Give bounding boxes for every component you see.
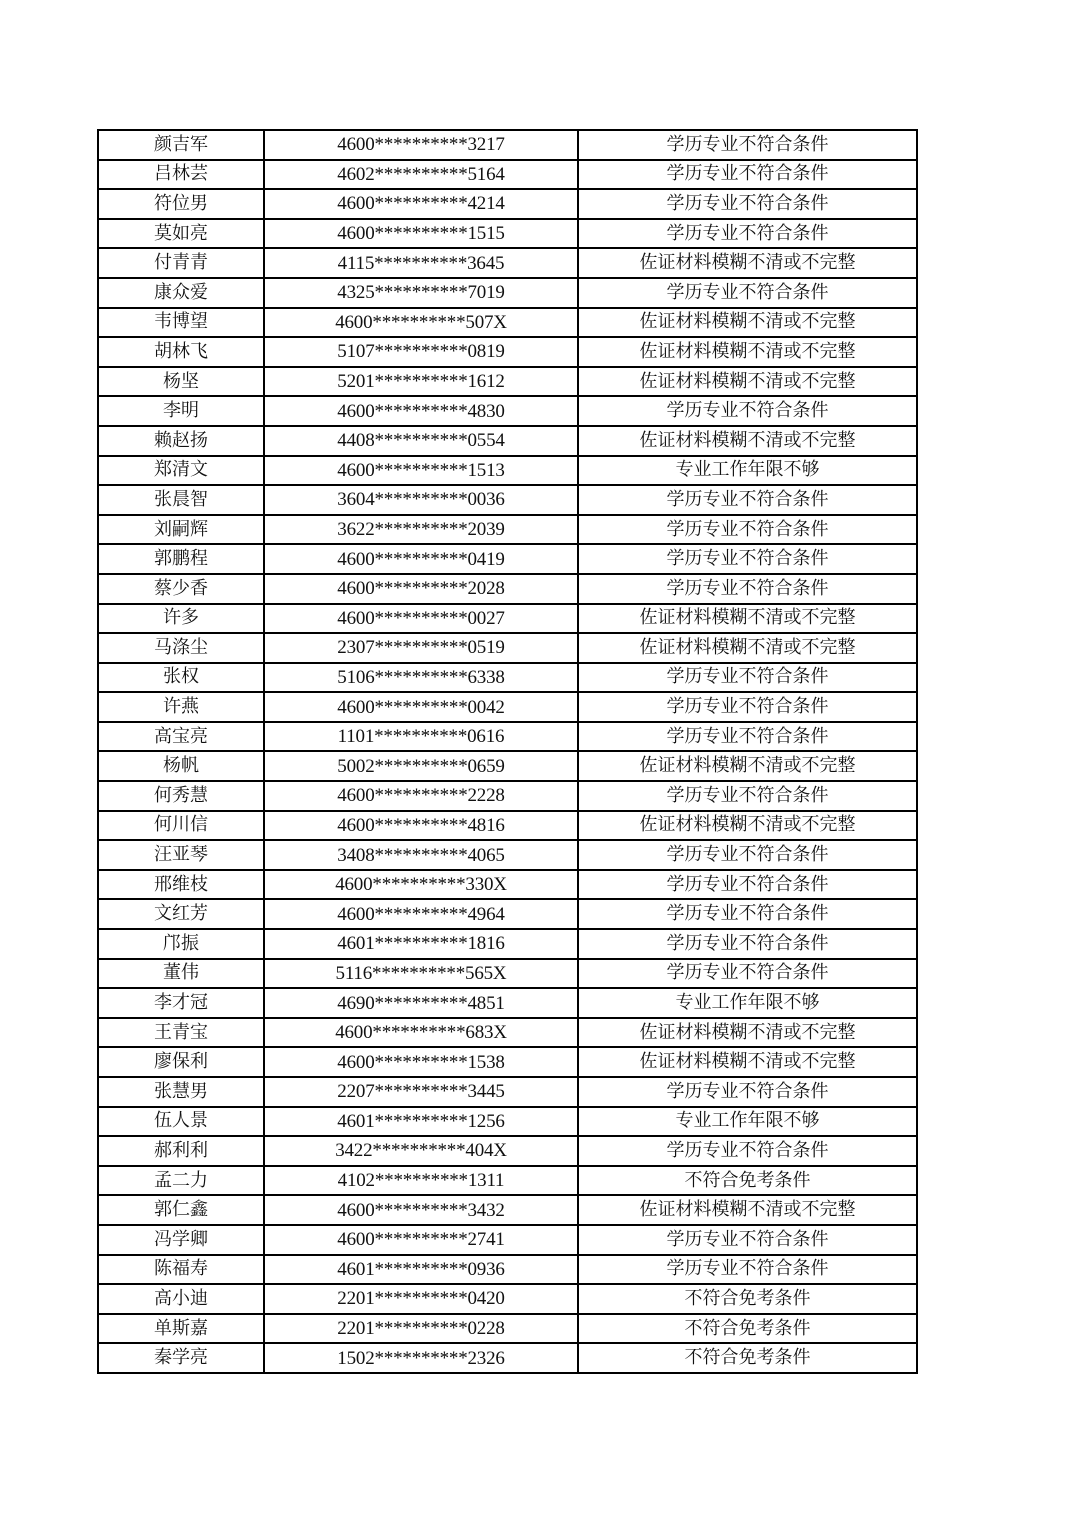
id-number-cell: 4600**********4964 — [264, 899, 578, 929]
id-number-cell: 3408**********4065 — [264, 840, 578, 870]
applicant-name-cell: 李明 — [98, 396, 264, 426]
rejection-reason-cell: 学历专业不符合条件 — [578, 1077, 917, 1107]
rejection-reason-cell: 不符合免考条件 — [578, 1343, 917, 1373]
table-row — [98, 456, 917, 486]
table-row — [98, 426, 917, 456]
rejection-reason-cell: 学历专业不符合条件 — [578, 396, 917, 426]
table-row — [98, 160, 917, 190]
table-row — [98, 367, 917, 397]
applicant-name-cell: 赖赵扬 — [98, 426, 264, 456]
applicant-name-cell: 符位男 — [98, 189, 264, 219]
applicant-name-cell: 韦博望 — [98, 308, 264, 338]
rejection-reason-cell: 佐证材料模糊不清或不完整 — [578, 337, 917, 367]
rejection-reason-cell: 学历专业不符合条件 — [578, 692, 917, 722]
applicant-name-cell: 郭鹏程 — [98, 544, 264, 574]
id-number-cell: 4408**********0554 — [264, 426, 578, 456]
id-number-cell: 4690**********4851 — [264, 988, 578, 1018]
rejection-reason-cell: 佐证材料模糊不清或不完整 — [578, 604, 917, 634]
table-row — [98, 1136, 917, 1166]
applicant-name-cell: 刘嗣辉 — [98, 515, 264, 545]
table-row — [98, 1047, 917, 1077]
table-row — [98, 722, 917, 752]
id-number-cell: 1502**********2326 — [264, 1343, 578, 1373]
table-row — [98, 515, 917, 545]
rejection-reason-cell: 佐证材料模糊不清或不完整 — [578, 1047, 917, 1077]
id-number-cell: 4602**********5164 — [264, 160, 578, 190]
table-row — [98, 248, 917, 278]
applicant-table-body — [98, 130, 917, 1373]
rejection-reason-cell: 学历专业不符合条件 — [578, 278, 917, 308]
applicant-name-cell: 孟二力 — [98, 1166, 264, 1196]
id-number-cell: 4600**********0042 — [264, 692, 578, 722]
id-number-cell: 4601**********1256 — [264, 1107, 578, 1137]
applicant-name-cell: 马涤尘 — [98, 633, 264, 663]
applicant-name-cell: 康众爱 — [98, 278, 264, 308]
applicant-name-cell: 杨帆 — [98, 751, 264, 781]
applicant-name-cell: 颜吉军 — [98, 130, 264, 160]
table-row — [98, 1255, 917, 1285]
applicant-name-cell: 冯学卿 — [98, 1225, 264, 1255]
table-row — [98, 840, 917, 870]
table-row — [98, 1225, 917, 1255]
table-row — [98, 189, 917, 219]
applicant-name-cell: 廖保利 — [98, 1047, 264, 1077]
table-row — [98, 1284, 917, 1314]
rejection-reason-cell: 学历专业不符合条件 — [578, 515, 917, 545]
table-row — [98, 308, 917, 338]
id-number-cell: 2207**********3445 — [264, 1077, 578, 1107]
table-row — [98, 959, 917, 989]
rejection-reason-cell: 佐证材料模糊不清或不完整 — [578, 426, 917, 456]
rejection-reason-cell: 不符合免考条件 — [578, 1314, 917, 1344]
rejection-reason-cell: 学历专业不符合条件 — [578, 663, 917, 693]
applicant-name-cell: 郑清文 — [98, 456, 264, 486]
table-row — [98, 219, 917, 249]
rejection-reason-cell: 专业工作年限不够 — [578, 988, 917, 1018]
id-number-cell: 1101**********0616 — [264, 722, 578, 752]
rejection-reason-cell: 学历专业不符合条件 — [578, 574, 917, 604]
applicant-name-cell: 王青宝 — [98, 1018, 264, 1048]
applicant-name-cell: 付青青 — [98, 248, 264, 278]
applicant-name-cell: 蔡少香 — [98, 574, 264, 604]
table-row — [98, 633, 917, 663]
rejection-reason-cell: 不符合免考条件 — [578, 1284, 917, 1314]
id-number-cell: 4600**********683X — [264, 1018, 578, 1048]
table-row — [98, 396, 917, 426]
id-number-cell: 4600**********4830 — [264, 396, 578, 426]
rejection-reason-cell: 佐证材料模糊不清或不完整 — [578, 248, 917, 278]
applicant-name-cell: 董伟 — [98, 959, 264, 989]
id-number-cell: 4600**********3217 — [264, 130, 578, 160]
rejection-reason-cell: 学历专业不符合条件 — [578, 840, 917, 870]
applicant-name-cell: 邝振 — [98, 929, 264, 959]
applicant-name-cell: 张权 — [98, 663, 264, 693]
table-row — [98, 692, 917, 722]
table-row — [98, 1018, 917, 1048]
id-number-cell: 5201**********1612 — [264, 367, 578, 397]
applicant-name-cell: 郭仁鑫 — [98, 1195, 264, 1225]
rejection-reason-cell: 学历专业不符合条件 — [578, 544, 917, 574]
table-row — [98, 604, 917, 634]
applicant-name-cell: 伍人景 — [98, 1107, 264, 1137]
id-number-cell: 2201**********0228 — [264, 1314, 578, 1344]
rejection-reason-cell: 学历专业不符合条件 — [578, 870, 917, 900]
applicant-name-cell: 胡林飞 — [98, 337, 264, 367]
rejection-reason-cell: 佐证材料模糊不清或不完整 — [578, 1018, 917, 1048]
id-number-cell: 4115**********3645 — [264, 248, 578, 278]
table-row — [98, 929, 917, 959]
id-number-cell: 4600**********4816 — [264, 811, 578, 841]
id-number-cell: 2307**********0519 — [264, 633, 578, 663]
table-row — [98, 337, 917, 367]
applicant-name-cell: 何秀慧 — [98, 781, 264, 811]
applicant-name-cell: 秦学亮 — [98, 1343, 264, 1373]
applicant-name-cell: 吕林芸 — [98, 160, 264, 190]
id-number-cell: 4600**********0027 — [264, 604, 578, 634]
table-row — [98, 751, 917, 781]
id-number-cell: 5106**********6338 — [264, 663, 578, 693]
applicant-name-cell: 高小迪 — [98, 1284, 264, 1314]
id-number-cell: 4600**********3432 — [264, 1195, 578, 1225]
id-number-cell: 3422**********404X — [264, 1136, 578, 1166]
applicant-name-cell: 汪亚琴 — [98, 840, 264, 870]
applicant-name-cell: 单斯嘉 — [98, 1314, 264, 1344]
rejection-reason-cell: 学历专业不符合条件 — [578, 219, 917, 249]
id-number-cell: 4102**********1311 — [264, 1166, 578, 1196]
rejection-reason-cell: 学历专业不符合条件 — [578, 485, 917, 515]
id-number-cell: 3604**********0036 — [264, 485, 578, 515]
applicant-table — [97, 129, 918, 1374]
applicant-name-cell: 张晨智 — [98, 485, 264, 515]
id-number-cell: 4600**********2741 — [264, 1225, 578, 1255]
id-number-cell: 4601**********1816 — [264, 929, 578, 959]
applicant-name-cell: 许燕 — [98, 692, 264, 722]
rejection-reason-cell: 佐证材料模糊不清或不完整 — [578, 367, 917, 397]
table-row — [98, 781, 917, 811]
applicant-name-cell: 张慧男 — [98, 1077, 264, 1107]
rejection-reason-cell: 不符合免考条件 — [578, 1166, 917, 1196]
rejection-reason-cell: 学历专业不符合条件 — [578, 781, 917, 811]
id-number-cell: 4600**********1513 — [264, 456, 578, 486]
table-row — [98, 485, 917, 515]
rejection-reason-cell: 专业工作年限不够 — [578, 1107, 917, 1137]
table-row — [98, 1166, 917, 1196]
table-row — [98, 1343, 917, 1373]
id-number-cell: 4600**********1538 — [264, 1047, 578, 1077]
rejection-reason-cell: 佐证材料模糊不清或不完整 — [578, 751, 917, 781]
rejection-reason-cell: 佐证材料模糊不清或不完整 — [578, 811, 917, 841]
table-row — [98, 278, 917, 308]
applicant-name-cell: 郝利利 — [98, 1136, 264, 1166]
rejection-reason-cell: 佐证材料模糊不清或不完整 — [578, 1195, 917, 1225]
table-row — [98, 130, 917, 160]
id-number-cell: 4600**********2028 — [264, 574, 578, 604]
table-row — [98, 544, 917, 574]
rejection-reason-cell: 学历专业不符合条件 — [578, 160, 917, 190]
table-row — [98, 1077, 917, 1107]
table-row — [98, 663, 917, 693]
applicant-name-cell: 莫如亮 — [98, 219, 264, 249]
id-number-cell: 5107**********0819 — [264, 337, 578, 367]
id-number-cell: 4600**********330X — [264, 870, 578, 900]
table-row — [98, 1314, 917, 1344]
table-row — [98, 870, 917, 900]
id-number-cell: 4601**********0936 — [264, 1255, 578, 1285]
rejection-reason-cell: 佐证材料模糊不清或不完整 — [578, 633, 917, 663]
applicant-name-cell: 何川信 — [98, 811, 264, 841]
table-row — [98, 899, 917, 929]
applicant-name-cell: 文红芳 — [98, 899, 264, 929]
rejection-reason-cell: 学历专业不符合条件 — [578, 722, 917, 752]
table-row — [98, 574, 917, 604]
applicant-name-cell: 陈福寿 — [98, 1255, 264, 1285]
applicant-name-cell: 李才冠 — [98, 988, 264, 1018]
rejection-reason-cell: 佐证材料模糊不清或不完整 — [578, 308, 917, 338]
rejection-reason-cell: 专业工作年限不够 — [578, 456, 917, 486]
rejection-reason-cell: 学历专业不符合条件 — [578, 1255, 917, 1285]
id-number-cell: 4325**********7019 — [264, 278, 578, 308]
id-number-cell: 4600**********0419 — [264, 544, 578, 574]
id-number-cell: 4600**********1515 — [264, 219, 578, 249]
id-number-cell: 4600**********2228 — [264, 781, 578, 811]
rejection-reason-cell: 学历专业不符合条件 — [578, 130, 917, 160]
rejection-reason-cell: 学历专业不符合条件 — [578, 189, 917, 219]
id-number-cell: 3622**********2039 — [264, 515, 578, 545]
rejection-reason-cell: 学历专业不符合条件 — [578, 929, 917, 959]
id-number-cell: 4600**********4214 — [264, 189, 578, 219]
id-number-cell: 5116**********565X — [264, 959, 578, 989]
rejection-reason-cell: 学历专业不符合条件 — [578, 1225, 917, 1255]
applicant-name-cell: 许多 — [98, 604, 264, 634]
applicant-name-cell: 杨坚 — [98, 367, 264, 397]
rejection-reason-cell: 学历专业不符合条件 — [578, 899, 917, 929]
id-number-cell: 5002**********0659 — [264, 751, 578, 781]
applicant-name-cell: 高宝亮 — [98, 722, 264, 752]
rejection-reason-cell: 学历专业不符合条件 — [578, 959, 917, 989]
rejection-reason-cell: 学历专业不符合条件 — [578, 1136, 917, 1166]
table-row — [98, 1107, 917, 1137]
table-row — [98, 811, 917, 841]
id-number-cell: 4600**********507X — [264, 308, 578, 338]
table-row — [98, 988, 917, 1018]
id-number-cell: 2201**********0420 — [264, 1284, 578, 1314]
applicant-name-cell: 邢维枝 — [98, 870, 264, 900]
table-row — [98, 1195, 917, 1225]
